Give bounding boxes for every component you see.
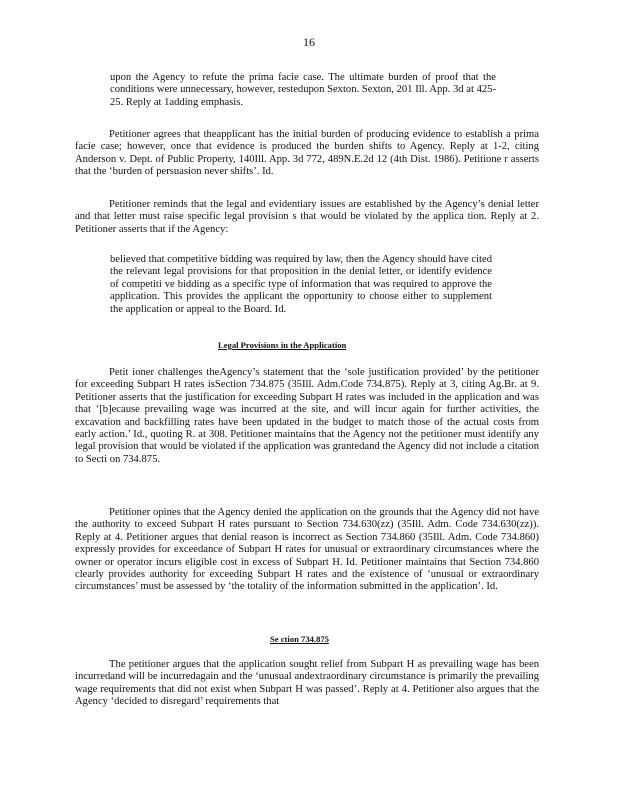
paragraph-authority-to-exceed: Petitioner opines that the Agency denied the application on the grounds that the Agency did not have the authority to exceed Subpart H rates pursuant to Section 734.630(zz) (35Ill. Adm. Code 734.630(zz)). Reply at 4. Petitioner argues that denial reason is incorrect as Section 734.860 (35Ill. Adm. Code 734.860) expressly provides for exceedance of Subpart H rates for unusual or extraordinary circumstances where the owner or operator incurs eligible cost in excess of Subpart H. Id. Petitioner maintains that Section 734.860 clearly provides authority for exceeding Subpart H rates and the existence of ‘unusual or extraordinary circumstances’ must be assessed by ‘the totality of the information submitted in the application’. Id. bbox=[75, 507, 539, 593]
paragraph-sole-justification: Petit ioner challenges theAgency’s statement that the ‘sole justification provided’ by the petitioner for exceeding Subpart H rates isSection 734.875 (35Ill. Adm.Code 734.875). Reply at 3, citing Ag.Br. at 9. Petitioner asserts that the justification for exceeding Subpart H rates was included in the application and was that ‘[b]ecause prevailing wage was incurred at the site, and will incur again for further activities, the excavation and backfilling rates have been updated in the budget to match those of the actual costs from early action.’ Id., quoting R. at 308. Petitioner maintains that the Agency not the petitioner must identify any legal provision that would be violated if the application was grantedand the Agency did not include a citation to Secti on 734.875. bbox=[75, 367, 539, 465]
block-quote-sexton: upon the Agency to refute the prima facie case. The ultimate burden of proof that the conditions were unnecessary, however, restedupon Sexton. Sexton, 201 Ill. App. 3d at 425-25. Reply at 1adding emphasis. bbox=[110, 72, 496, 108]
page-number: 16 bbox=[303, 35, 315, 49]
paragraph-denial-letter: Petitioner reminds that the legal and evidentiary issues are established by the Agency’s denial letter and that letter must raise specific legal provision s that would be violated by the applica tion. Reply at 2. Petitioner asserts that if the Agency: bbox=[75, 199, 539, 235]
paragraph-prevailing-wage: The petitioner argues that the application sought relief from Subpart H as prevailing wage has been incurredand will be incurredagain and the ‘unusual andextraordinary circumstance is primarily the prevailing wage requirements that did not exist when Subpart H was passed’. Reply at 4. Petitioner also argues that the Agency ‘decided to disregard’ requirements that bbox=[75, 659, 539, 708]
section-heading-section-734-875: Se ction 734.875 bbox=[270, 634, 329, 644]
section-heading-legal-provisions: Legal Provisions in the Application bbox=[218, 340, 347, 350]
block-quote-competitive-bidding: believed that competitive bidding was required by law, then the Agency should have cited the relevant legal provisions for that proposition in the denial letter, or identify evidence of competiti ve bidding as a specific type of information that was required to approve the application. This provides the applicant the opportunity to choose either to supplement the application or appeal to the Board. Id. bbox=[110, 254, 492, 315]
paragraph-burden-of-producing: Petitioner agrees that theapplicant has the initial burden of producing evidence to establish a prima facie case; however, once that evidence is produced the burden shifts to Agency. Reply at 1-2, citing Anderson v. Dept. of Public Property, 140Ill. App. 3d 772, 489N.E.2d 12 (4th Dist. 1986). Petitione r asserts that the ‘burden of persuasion never shifts’. Id. bbox=[75, 129, 539, 178]
